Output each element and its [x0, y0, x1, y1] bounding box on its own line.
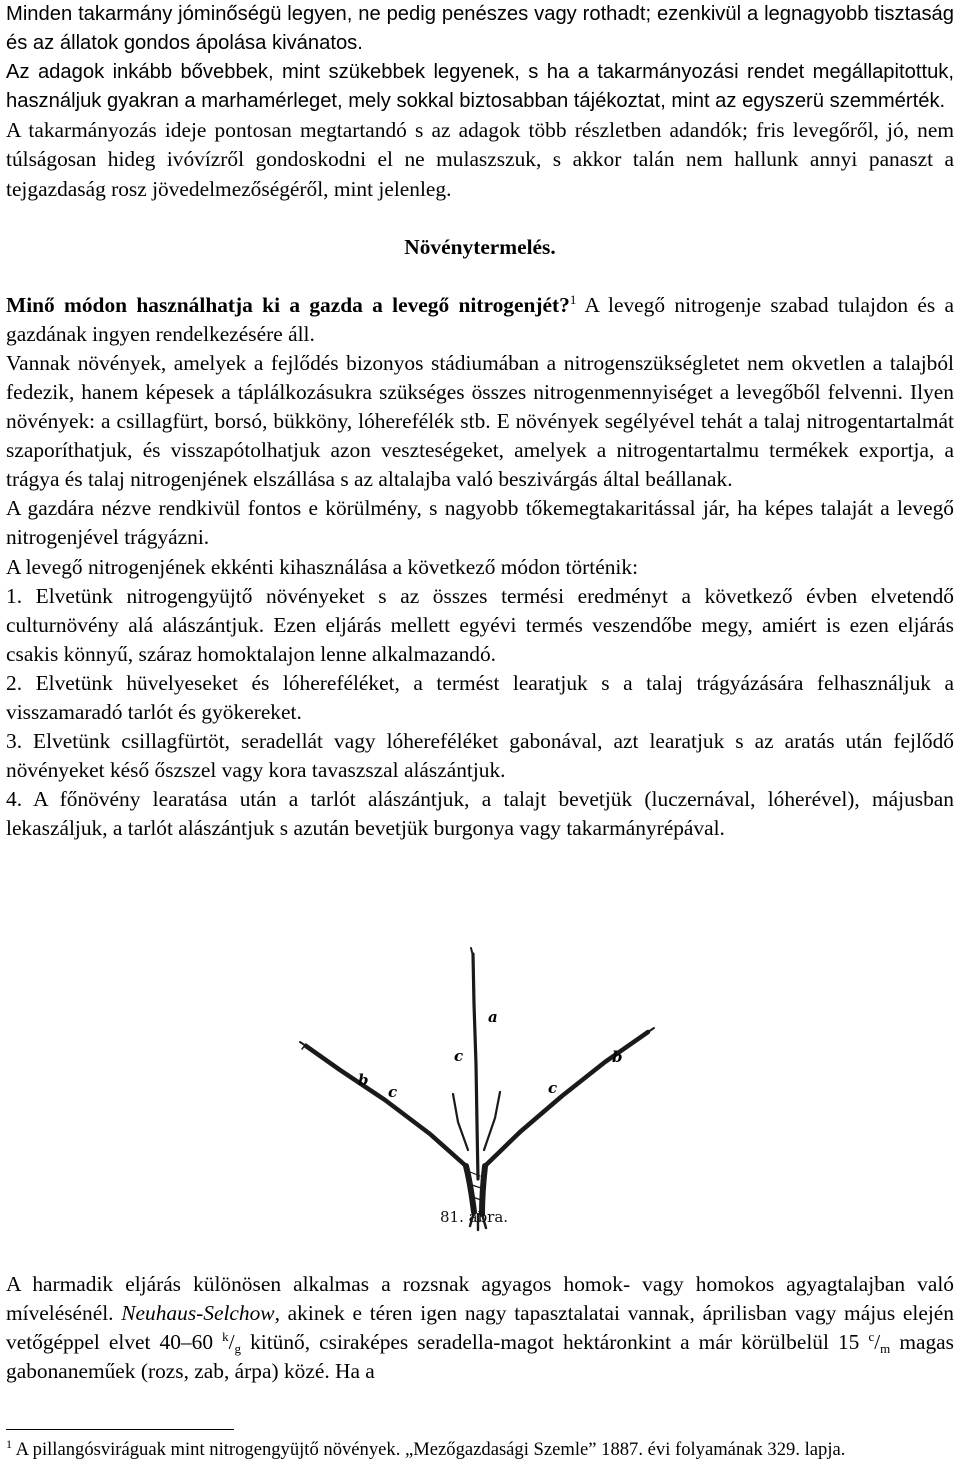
- question-paragraph: [6, 291, 954, 349]
- figure-seedling: [290, 944, 670, 1234]
- text-run: kitünő, csiraképes seradella-magot hektáronkint a már körülbelül 15: [241, 1330, 869, 1355]
- label-a: a: [488, 1008, 498, 1026]
- spacer: [6, 204, 954, 233]
- footnote-divider: [6, 1429, 234, 1430]
- figure-caption: 81. ábra.: [440, 1208, 509, 1226]
- person-name: Neuhaus-Selchow: [121, 1301, 275, 1326]
- footnote-text: A pillangósviráguak mint nitrogengyüjtő növények. „Mezőgazdasági Szemle” 1887. évi folyamának 329. lapja.: [12, 1439, 846, 1460]
- footnote: [6, 1438, 954, 1462]
- paragraph-importance: A gazdára nézve rendkivül fontos e körülmény, s nagyobb tőkemegtakaritással jár, ha képes talaját a levegő nitrogenjével trágyázni.: [6, 496, 954, 550]
- label-c-right: c: [548, 1079, 558, 1097]
- answer-text: A levegő nitrogenje szabad tulajdon és a gazdának ingyen rendelkezésére áll.: [6, 292, 955, 346]
- method-1: 1. Elvetünk nitrogengyüjtő növényeket s az összes termési eredményt a következő évben elvetendő culturnövény alá alászántjuk. Ezen eljárás mellett egyévi termés veszendőbe megy, amiért is ezen eljárás csakis könnyű, száraz homoktalajon lenne alkalmazandó.: [6, 583, 954, 666]
- footnote-marker: 1: [6, 1437, 12, 1451]
- spacer: [6, 262, 954, 291]
- question-text: Minő módon használhatja ki a gazda a levegő nitrogenjét?: [6, 292, 570, 317]
- method-2: 2. Elvetünk hüvelyeseket és lóhereféléket, a termést learatjuk s a talaj trágyázására felhasználjuk a visszamaradó tarlót és gyökereket.: [6, 670, 954, 724]
- method-3: 3. Elvetünk csillagfürtöt, seradellát vagy lóhereféléket gabonával, azt learatjuk s az aratás után fejlődő növényeket késő őszszel vagy kora tavaszszal alászántjuk.: [6, 729, 954, 783]
- label-c-top: c: [454, 1047, 464, 1065]
- seedling-drawing: [290, 944, 670, 1234]
- paragraph-methods-intro: A levegő nitrogenjének ekkénti kihasználása a következő módon történik:: [6, 554, 639, 579]
- bottom-paragraph-block: [6, 1270, 954, 1386]
- unit-cm-numerator: c: [868, 1329, 875, 1345]
- document-page: [6, 0, 954, 843]
- paragraph-feed-quality: Minden takarmány jóminőségü legyen, ne pedig penészes vagy rothadt; ezenkivül a legnagyobb tisztaság és az állatok gondos ápolása kivánatos.: [6, 3, 954, 55]
- paragraph-feeding-time: A takarmányozás ideje pontosan megtartandó s az adagok több részletben adandók; fris levegőről, jó, nem túlságosan hideg ivóvízről gondoskodni el ne mulaszszuk, s akkor talán nem hallunk annyi panaszt a tejgazdaság rosz jövedelmezőségéről, mint jelenleg.: [6, 118, 954, 201]
- unit-kg-denominator: g: [234, 1341, 242, 1357]
- paragraph-ration-size: Az adagok inkább bővebbek, mint szükebbek legyenek, s ha a takarmányozási rendet megállapitottuk, használjuk gyakran a marhamérleget, mely sokkal biztosabban tájékoztat, mint az egyszerü szemmérték.: [6, 61, 954, 113]
- unit-kg-numerator: k: [222, 1329, 229, 1345]
- text-run: A harmadik eljárás különösen alkalmas a rozsnak agyagos homok- vagy homokos agyagtalajban való mívelésénél.: [6, 1272, 954, 1326]
- footnote-reference: 1: [569, 291, 577, 307]
- unit-slash: /: [874, 1330, 881, 1355]
- paragraph-third-method: [6, 1270, 954, 1386]
- unit-slash: /: [228, 1330, 235, 1355]
- label-b-left: b: [358, 1071, 369, 1089]
- label-c-left: c: [388, 1083, 398, 1101]
- unit-cm-denominator: m: [880, 1341, 891, 1357]
- label-b-right: b: [612, 1048, 623, 1066]
- method-4: 4. A főnövény learatása után a tarlót alászántjuk, a talajt bevetjük (luczernával, lóherével), májusban lekaszáljuk, a tarlót alászántjuk s azután bevetjük burgonya vagy takarmányrépával.: [6, 787, 954, 841]
- section-title: Növénytermelés.: [404, 234, 556, 259]
- text-run: , akinek e téren igen nagy tapasztalatai vannak, áprilisban vagy május elején vetőgéppel elvet 40–60: [6, 1301, 954, 1355]
- text-run: magas gabonaneműek (rozs, zab, árpa) közé. Ha a: [6, 1330, 955, 1384]
- paragraph-legumes: Vannak növények, amelyek a fejlődés bizonyos stádiumában a nitrogenszükségletet nem okvetlen a talajból fedezik, hanem képesek a táplálkozásukra szükséges összes nitrogenmennyiséget a levegőből felvenni. Ilyen növények: a csillagfürt, borsó, bükköny, lóherefélék stb. E növények segélyével tehát a talaj nitrogentartalmát szaporíthatjuk, és visszapótolhatjuk azon veszteségeket, amelyek a nitrogentartalmu termékek exportja, a trágya és talaj nitrogenjének elszállása s az altalajba való beszivárgás által beállanak.: [6, 350, 954, 492]
